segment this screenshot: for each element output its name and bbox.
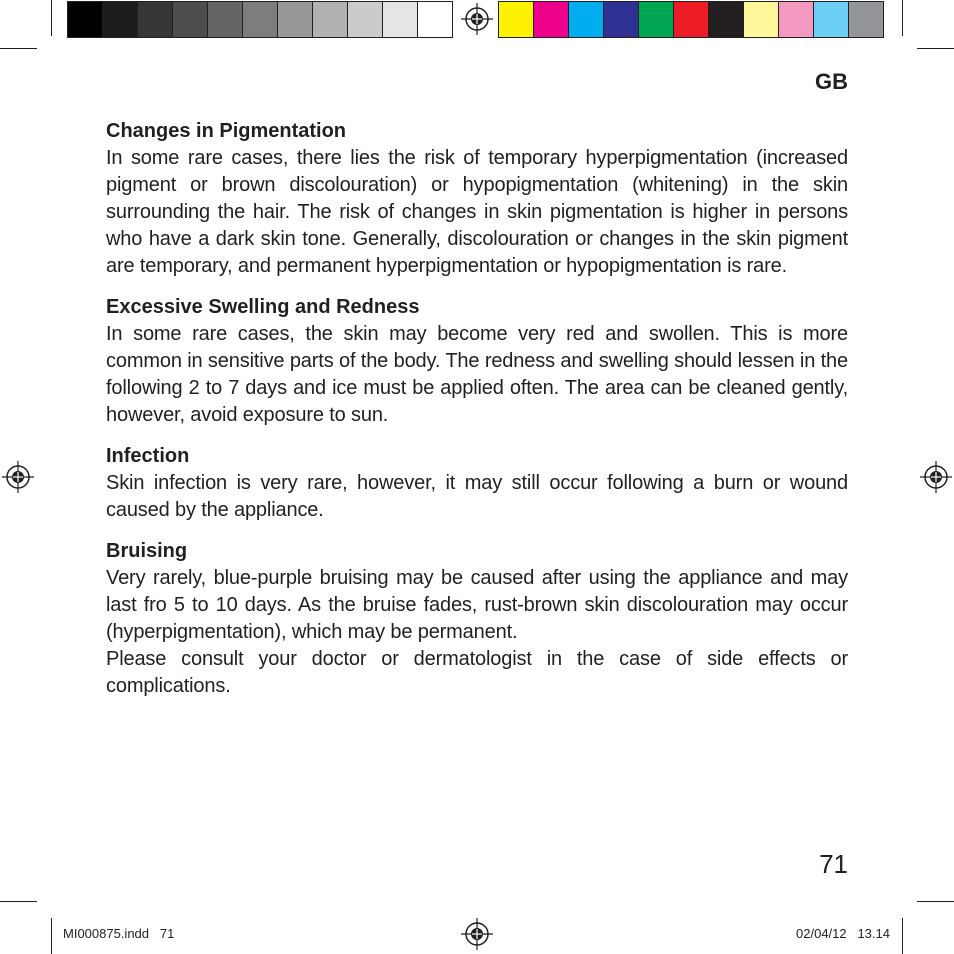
section-paragraph: Very rarely, blue-purple bruising may be caused after using the appliance and may last fro 5 to 10 days. As the bruise fades, rust-brown skin discolouration may occur (hyperpigmentation), which may be permanent. xyxy=(106,567,848,643)
section-infection xyxy=(106,443,848,524)
crop-mark xyxy=(51,0,52,36)
color-swatch xyxy=(674,2,708,37)
page-number: 71 xyxy=(819,849,848,879)
section-pigmentation xyxy=(106,118,848,280)
color-swatch xyxy=(744,2,778,37)
color-swatch xyxy=(278,2,312,37)
section-paragraph: Skin infection is very rare, however, it may still occur following a burn or wound caused by the appliance. xyxy=(106,472,848,521)
registration-mark-icon xyxy=(2,461,34,493)
language-code: GB xyxy=(815,69,848,94)
color-swatch xyxy=(709,2,743,37)
color-swatch xyxy=(604,2,638,37)
crop-mark xyxy=(51,918,52,954)
crop-mark xyxy=(902,0,903,36)
crop-mark xyxy=(0,48,37,49)
section-paragraph: In some rare cases, there lies the risk of temporary hyperpigmentation (increased pigment or brown discolouration) or hypopigmentation (whitening) in the skin surrounding the hair. The risk of changes in skin pigmentation is higher in persons who have a dark skin tone. Generally, discolouration or changes in the skin pigment are temporary, and permanent hyperpigmentation or hypopigmentation is rare. xyxy=(106,147,848,277)
color-swatch xyxy=(814,2,848,37)
section-heading: Infection xyxy=(106,445,190,467)
section-paragraph: In some rare cases, the skin may become very red and swollen. This is more common in sensitive parts of the body. The redness and swelling should lessen in the following 2 to 7 days and ice must be applied often. The area can be cleaned gently, however, avoid exposure to sun. xyxy=(106,323,848,426)
color-swatch xyxy=(243,2,277,37)
color-swatch xyxy=(639,2,673,37)
color-swatch xyxy=(534,2,568,37)
color-swatch xyxy=(849,2,883,37)
slug-timestamp: 02/04/12 13.14 xyxy=(796,926,890,941)
section-paragraph: Please consult your doctor or dermatologist in the case of side effects or complications. xyxy=(106,648,848,697)
color-swatch xyxy=(138,2,172,37)
section-heading: Bruising xyxy=(106,540,188,562)
section-heading: Excessive Swelling and Redness xyxy=(106,296,420,318)
color-swatch xyxy=(779,2,813,37)
color-swatch xyxy=(173,2,207,37)
grayscale-color-bar xyxy=(67,1,453,38)
registration-mark-icon xyxy=(461,918,493,950)
slug-filename: MI000875.indd 71 xyxy=(63,926,175,941)
registration-mark-icon xyxy=(920,461,952,493)
color-swatch xyxy=(313,2,347,37)
color-swatch xyxy=(348,2,382,37)
color-swatch xyxy=(103,2,137,37)
section-swelling-redness xyxy=(106,294,848,429)
crop-mark xyxy=(0,901,37,902)
color-swatch xyxy=(208,2,242,37)
registration-mark-icon xyxy=(461,3,493,35)
color-swatch xyxy=(418,2,452,37)
color-swatch xyxy=(499,2,533,37)
section-heading: Changes in Pigmentation xyxy=(106,120,347,142)
color-swatch xyxy=(68,2,102,37)
section-bruising xyxy=(106,538,848,700)
process-color-bar xyxy=(498,1,884,38)
crop-mark xyxy=(917,48,954,49)
crop-mark xyxy=(917,901,954,902)
document-body xyxy=(106,118,848,714)
color-swatch xyxy=(383,2,417,37)
crop-mark xyxy=(902,918,903,954)
color-swatch xyxy=(569,2,603,37)
